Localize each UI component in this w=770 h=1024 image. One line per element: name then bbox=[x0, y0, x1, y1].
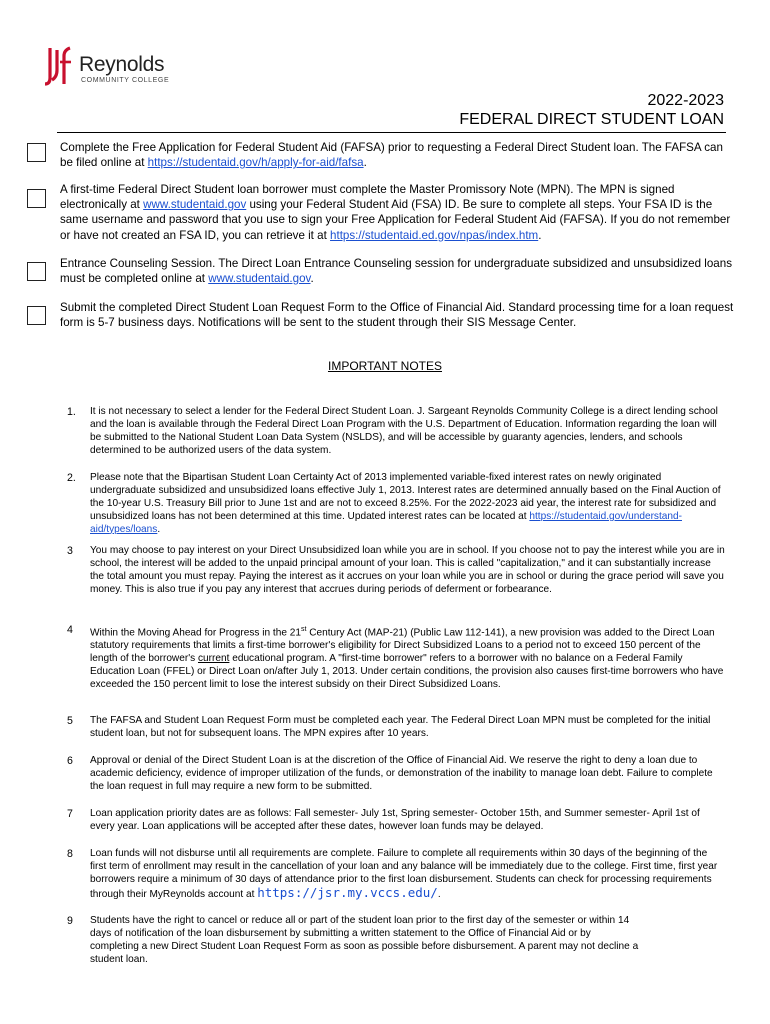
note-number: 3 bbox=[67, 545, 73, 557]
note-8-text-end: . bbox=[437, 888, 441, 900]
loan-types-link[interactable]: https://studentaid.gov/understand-aid/types/loans bbox=[90, 510, 682, 535]
note-2-text-end: . bbox=[157, 523, 161, 535]
logo-name: Reynolds bbox=[79, 53, 165, 76]
myreynolds-link[interactable]: https://jsr.my.vccs.edu/ bbox=[257, 884, 438, 900]
note-number: 4 bbox=[67, 624, 73, 636]
logo-subtitle: COMMUNITY COLLEGE bbox=[81, 77, 170, 84]
reynolds-logo-mark-icon bbox=[44, 44, 76, 88]
step-3-text-end: . bbox=[310, 272, 314, 286]
note-number: 9 bbox=[67, 915, 73, 927]
note-number: 5 bbox=[67, 715, 73, 727]
step-1-text-end: . bbox=[363, 156, 367, 170]
step-2-text-middle: using your Federal Student Aid (FSA) ID. Be sure to complete all steps. Your FSA ID is the same username and password that you use to sign your Free Application for Federal Student Aid (FAFSA). If you do not remember or have not created an FSA ID, you can retrieve it at bbox=[60, 198, 731, 242]
step-2-text-part: A first-time Federal Direct Student loan borrower must complete the Master Promissory Note (MPN). The MPN is signed electronically at bbox=[60, 183, 675, 212]
note-text: It is not necessary to select a lender for the Federal Direct Student Loan. J. Sargeant Reynolds Community College is a direct lending school and the loan is available through the Federal Direct Loan Program with the U.S. Department of Education. Information regarding the loan will be submitted to the National Student Loan Data System (NSLDS), and will be accessible by guaranty agencies, lenders, and schools determined to be authorized users of the data system. bbox=[90, 406, 718, 456]
college-logo bbox=[44, 44, 184, 90]
note-text: Approval or denial of the Direct Student Loan is at the discretion of the Office of Financial Aid. We reserve the right to deny a loan due to academic deficiency, evidence of improper utilization of the funds, or demonstration of the inability to manage loan debt. Failure to complete the loan request in full may require a new form to be submitted. bbox=[90, 755, 713, 792]
step-2-text bbox=[60, 182, 736, 243]
studentaid-link[interactable]: www.studentaid.gov bbox=[143, 198, 247, 212]
note-4-text-part: Within the Moving Ahead for Progress in the 21 bbox=[90, 627, 301, 639]
header-year: 2022-2023 bbox=[647, 92, 724, 109]
note-number: 1. bbox=[67, 406, 76, 418]
step-2-text-end: . bbox=[538, 228, 542, 242]
note-4-text-middle: Century Act (MAP-21) (Public Law 112-141), a new provision was added to the Direct Loan statutory requirements that limits a first-time borrower's eligibility for Direct Subsidized Loans to a period not to exceed 150 percent of the length of the borrower's bbox=[90, 627, 715, 665]
header-divider bbox=[57, 132, 726, 133]
entrance-counseling-link[interactable]: www.studentaid.gov bbox=[208, 272, 311, 286]
note-4-superscript: st bbox=[300, 626, 307, 633]
note-number: 2. bbox=[67, 472, 76, 484]
note-number: 7 bbox=[67, 808, 73, 820]
step-3-text bbox=[60, 256, 736, 286]
note-2-text-part: Please note that the Bipartisan Student Loan Certainty Act of 2013 implemented variable-fixed interest rates on newly originated undergraduate subsidized and unsubsidized loans effective July 1, 2013. Interest rates are determined annually based on the Final Auction of the 10-year U.S. Treasury Bill prior to June 1st and are not to exceed 8.25%. For the 2022-2023 aid year, the interest rate for subsidized and unsubsidized loans has not been determined at this time. Updated interest rates can be located at bbox=[90, 472, 721, 522]
step-4-text: Submit the completed Direct Student Loan Request Form to the Office of Financial Aid. Standard processing time for a loan request form is 5-7 business days. Notifications will be sent to the student through their SIS Message Center. bbox=[60, 301, 734, 330]
note-4-text-end: educational program. A "first-time borrower" refers to a borrower with no balance on a Federal Family Education Loan (FFEL) or Direct Loan on/after July 1, 2013. Under certain conditions, the provision also causes first-time borrowers who have exceeded the 150 percent limit to lose the interest subsidy on their Direct Subsidized Loans. bbox=[90, 653, 724, 690]
note-number: 8 bbox=[67, 848, 73, 860]
note-text bbox=[90, 848, 726, 902]
note-number: 6 bbox=[67, 755, 73, 767]
note-text: You may choose to pay interest on your Direct Unsubsidized loan while you are in school. If you choose not to pay the interest while you are in school, the interest will be added to the unpaid principal amount of your loan. This is called "capitalization," and it can substantially increase the total amount you must repay. Paying the interest as it accrues on your loan while you are in school or during the grace period will save you money. This is also true if you pay any interest that accrues during periods of deferment or forbearance. bbox=[90, 545, 725, 595]
note-text: Students have the right to cancel or reduce all or part of the student loan prior to the first day of the semester or within 14 days of notification of the loan disbursement by submitting a written statement to the Office of Financial Aid or by completing a new Direct Student Loan Request Form as soon as possible before disbursement. A parent may not decline a student loan. bbox=[90, 915, 639, 965]
important-notes-heading: IMPORTANT NOTES bbox=[327, 359, 442, 373]
note-text bbox=[90, 472, 726, 537]
step-3-checkbox[interactable] bbox=[27, 262, 46, 281]
fsa-id-retrieve-link[interactable]: https://studentaid.ed.gov/npas/index.htm bbox=[330, 228, 539, 242]
step-1-text-part: Complete the Free Application for Federal Student Aid (FAFSA) prior to requesting a Federal Direct Student loan. The FAFSA can be filed online at bbox=[60, 141, 723, 170]
page-title: FEDERAL DIRECT STUDENT LOAN bbox=[459, 111, 724, 128]
step-4-checkbox[interactable] bbox=[27, 306, 46, 325]
step-3-text-part: Entrance Counseling Session. The Direct Loan Entrance Counseling session for undergraduate subsidized and unsubsidized loans must be completed online at bbox=[60, 257, 733, 286]
step-1-text bbox=[60, 140, 736, 170]
note-text bbox=[90, 624, 726, 692]
note-4-underlined-word: current bbox=[197, 653, 230, 665]
note-8-text-part: Loan funds will not disburse until all requirements are complete. Failure to complete all requirements within 30 days of the beginning of the first term of enrollment may result in the cancellation of your loan and any balance will be immediately due to the college. First time, first year borrowers require a minimum of 30 days of attendance prior to the first loan disbursement. Students can check for processing requirements through their MyReynolds account at bbox=[90, 848, 718, 900]
step-2-checkbox[interactable] bbox=[27, 189, 46, 208]
note-text: Loan application priority dates are as follows: Fall semester- July 1st, Spring semester- October 15th, and Summer semester- April 1st of every year. Loan applications will be accepted after these dates, however loan funds may be delayed. bbox=[90, 808, 700, 832]
fafsa-link[interactable]: https://studentaid.gov/h/apply-for-aid/fafsa bbox=[147, 156, 364, 170]
note-text: The FAFSA and Student Loan Request Form must be completed each year. The Federal Direct Loan MPN must be completed for the initial student loan, but not for subsequent loans. The MPN expires after 10 years. bbox=[90, 715, 711, 739]
step-1-checkbox[interactable] bbox=[27, 143, 46, 162]
